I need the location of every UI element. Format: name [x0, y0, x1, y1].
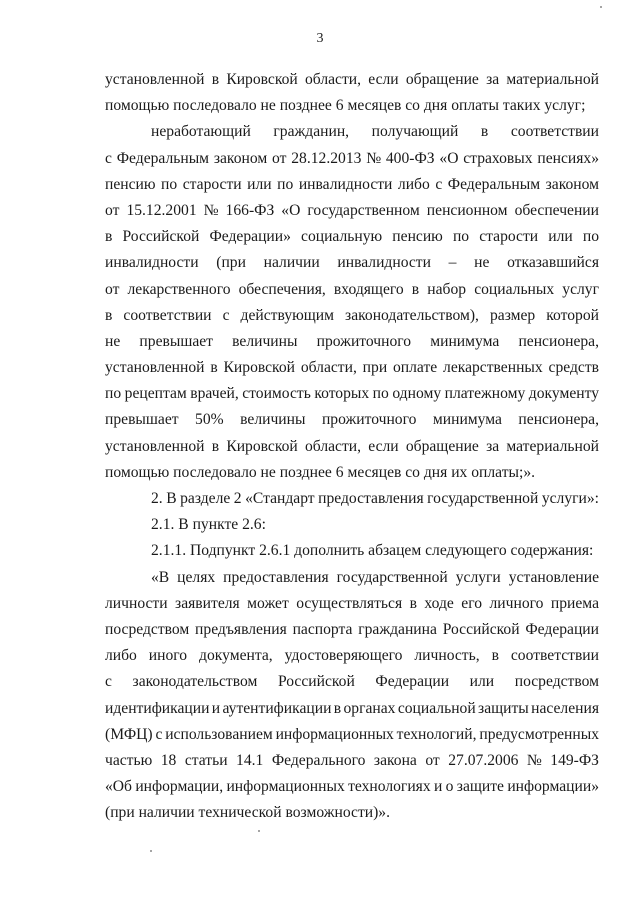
scan-speck: [258, 830, 260, 832]
text-line-content: от лекарственного обеспечения, входящего в набор социальных услуг: [105, 280, 599, 298]
text-line: [105, 748, 599, 774]
text-line: [105, 617, 599, 643]
text-line-content: с законодательством Российской Федерации или посредством: [105, 673, 599, 691]
text-line: [105, 119, 599, 145]
text-line-content: (при наличии технической возможности)».: [105, 804, 390, 822]
text-line-content: неработающий гражданин, получающий в соответствии: [151, 123, 599, 141]
text-line: [105, 434, 599, 460]
text-line: [105, 198, 599, 224]
text-line-content: установленной в Кировской области, если обращение за материальной: [105, 437, 599, 455]
text-line-content: превышает 50% величины прожиточного минимума пенсионера,: [105, 411, 599, 429]
text-line-content: помощью последовало не позднее 6 месяцев со дня их оплаты;».: [105, 463, 536, 481]
text-line: [105, 355, 599, 381]
text-line-content: установленной в Кировской области, при оплате лекарственных средств: [105, 359, 599, 377]
text-line: [105, 224, 599, 250]
text-line: [105, 722, 599, 748]
text-line-content: не превышает величины прожиточного минимума пенсионера,: [105, 332, 599, 350]
text-line-content: в Российской Федерации» социальную пенсию по старости или по: [105, 228, 599, 246]
text-line-content: установленной в Кировской области, если обращение за материальной: [105, 71, 599, 88]
text-line: [105, 643, 599, 669]
text-line: [105, 774, 599, 800]
text-line: [105, 800, 599, 826]
text-line-content: посредством предъявления паспорта гражданина Российской Федерации: [105, 620, 599, 638]
text-line: [105, 407, 599, 433]
text-line: [105, 250, 599, 276]
document-body: [105, 67, 599, 826]
text-line-content: идентификации и аутентификации в органах социальной защиты населения: [105, 699, 599, 717]
text-line-content: либо иного документа, удостоверяющего личность, в соответствии: [105, 647, 599, 665]
text-line-content: инвалидности (при наличии инвалидности – не отказавшийся: [105, 254, 599, 272]
text-line: [105, 538, 599, 564]
text-line-content: 2.1.1. Подпункт 2.6.1 дополнить абзацем следующего содержания:: [151, 542, 594, 560]
text-line-content: по рецептам врачей, стоимость которых по одному платежному документу: [105, 385, 599, 403]
text-line: [105, 696, 599, 722]
text-line-content: 2.1. В пункте 2.6:: [151, 516, 266, 534]
text-line-content: (МФЦ) с использованием информационных технологий, предусмотренных: [105, 725, 599, 743]
text-line: [105, 591, 599, 617]
text-line-content: «В целях предоставления государственной услуги установление: [151, 568, 599, 586]
text-line-content: частью 18 статьи 14.1 Федерального закона от 27.07.2006 № 149-ФЗ: [105, 751, 599, 769]
text-line-content: «Об информации, информационных технологиях и о защите информации»: [105, 778, 599, 796]
page-number: 3: [316, 31, 324, 46]
text-line-content: с Федеральным законом от 28.12.2013 № 400-ФЗ «О страховых пенсиях»: [105, 149, 599, 167]
text-line: [105, 486, 599, 512]
text-line-content: от 15.12.2001 № 166-ФЗ «О государственном пенсионном обеспечении: [105, 201, 599, 219]
text-line: [105, 381, 599, 407]
scan-speck: [600, 6, 602, 8]
text-line: [105, 146, 599, 172]
text-line: [105, 277, 599, 303]
text-line: [105, 460, 599, 486]
text-line: [105, 303, 599, 329]
text-line-content: личности заявителя может осуществляться в ходе его личного приема: [105, 594, 599, 612]
text-line-content: пенсию по старости или по инвалидности либо с Федеральным законом: [105, 175, 599, 193]
text-line: [105, 67, 599, 93]
text-line-content: помощью последовало не позднее 6 месяцев со дня оплаты таких услуг;: [105, 97, 586, 115]
text-line: [105, 565, 599, 591]
text-line: [105, 512, 599, 538]
text-line: [105, 669, 599, 695]
text-line: [105, 329, 599, 355]
text-line: [105, 172, 599, 198]
text-line-content: 2. В разделе 2 «Стандарт предоставления государственной услуги»:: [151, 490, 599, 507]
text-line: [105, 93, 599, 119]
text-line-content: в соответствии с действующим законодательством), размер которой: [105, 306, 599, 324]
scan-speck: [150, 850, 152, 852]
